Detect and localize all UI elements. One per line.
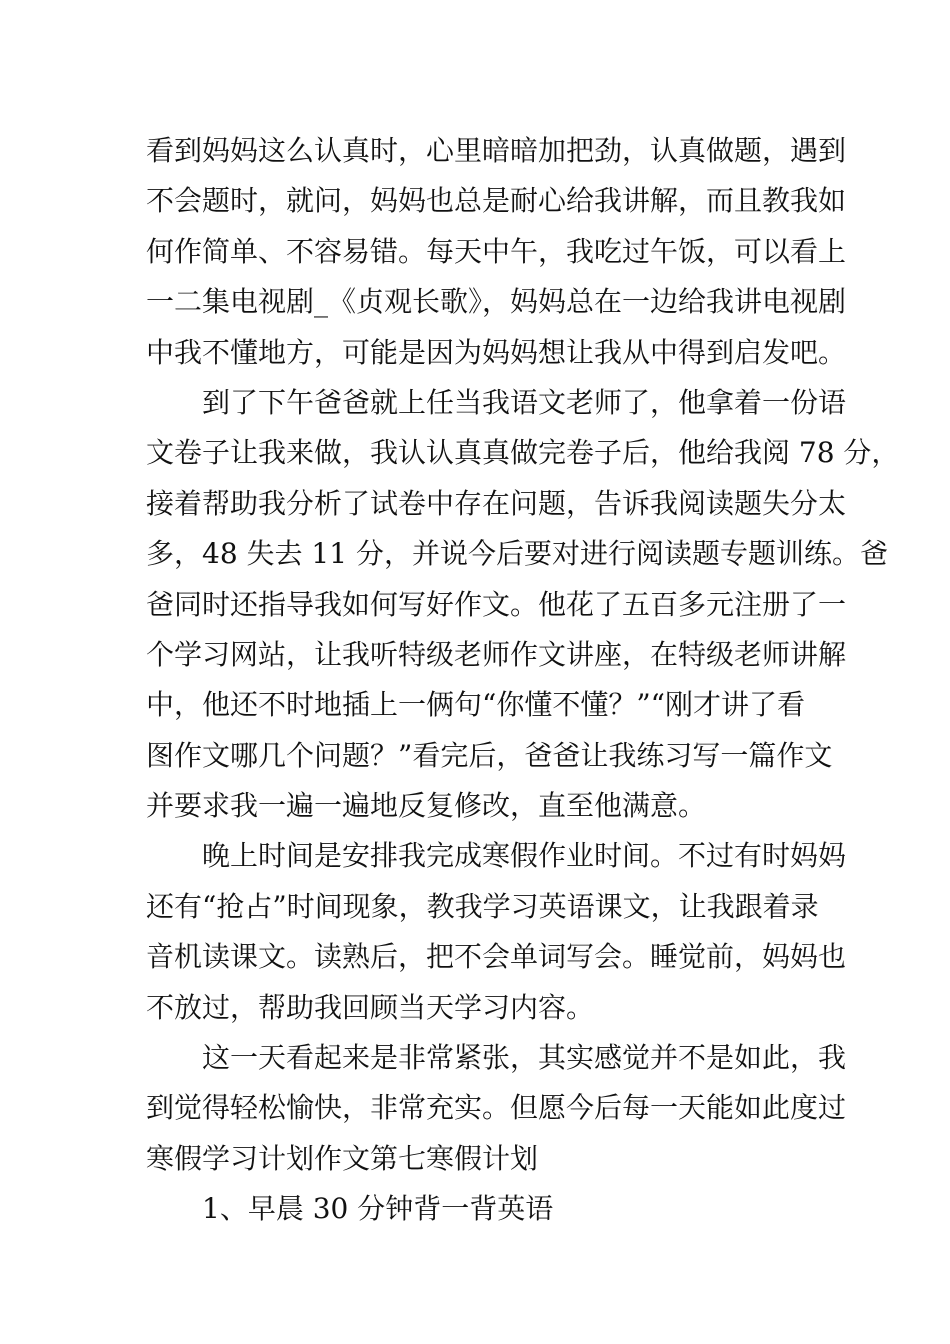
text-line: 到觉得轻松愉快，非常充实。但愿今后每一天能如此度过 <box>146 1091 847 1125</box>
text-line: 何作简单、不容易错。每天中午，我吃过午饭，可以看上 <box>146 234 847 268</box>
text-line: 多，48 失去 11 分，并说今后要对进行阅读题专题训练。爸 <box>146 537 888 571</box>
text-line: 还有“抢占”时间现象，教我学习英语课文，让我跟着录 <box>146 889 819 923</box>
document-body <box>146 126 900 1235</box>
text-line: 看到妈妈这么认真时，心里暗暗加把劲，认真做题，遇到 <box>146 134 847 167</box>
text-line: 这一天看起来是非常紧张，其实感觉并不是如此，我 <box>202 1041 847 1075</box>
text-line: 到了下午爸爸就上任当我语文老师了，他拿着一份语 <box>202 385 847 419</box>
text-line: 一二集电视剧_《贞观长歌》，妈妈总在一边给我讲电视剧 <box>146 285 847 319</box>
text-line: 晚上时间是安排我完成寒假作业时间。不过有时妈妈 <box>202 839 847 873</box>
text-line: 不放过，帮助我回顾当天学习内容。 <box>146 990 595 1024</box>
text-line: 中我不懂地方，可能是因为妈妈想让我从中得到启发吧。 <box>146 335 847 369</box>
text-line: 并要求我一遍一遍地反复修改，直至他满意。 <box>146 789 707 823</box>
text-line: 不会题时，就问，妈妈也总是耐心给我讲解，而且教我如 <box>146 184 847 218</box>
text-line: 音机读课文。读熟后，把不会单词写会。睡觉前，妈妈也 <box>146 940 847 974</box>
text-line: 寒假学习计划作文第七寒假计划 <box>146 1141 539 1175</box>
text-line: 中，他还不时地插上一俩句“你懂不懂？”“刚才讲了看 <box>146 688 805 722</box>
text-line: 1、早晨 30 分钟背一背英语 <box>202 1192 554 1226</box>
text-line: 个学习网站，让我听特级老师作文讲座，在特级老师讲解 <box>146 637 847 671</box>
text-line: 图作文哪几个问题？”看完后，爸爸让我练习写一篇作文 <box>146 738 833 772</box>
text-line: 接着帮助我分析了试卷中存在问题，告诉我阅读题失分太 <box>146 486 847 520</box>
text-line: 爸同时还指导我如何写好作文。他花了五百多元注册了一 <box>146 587 847 621</box>
text-line: 文卷子让我来做，我认认真真做完卷子后，他给我阅 78 分， <box>146 436 900 470</box>
